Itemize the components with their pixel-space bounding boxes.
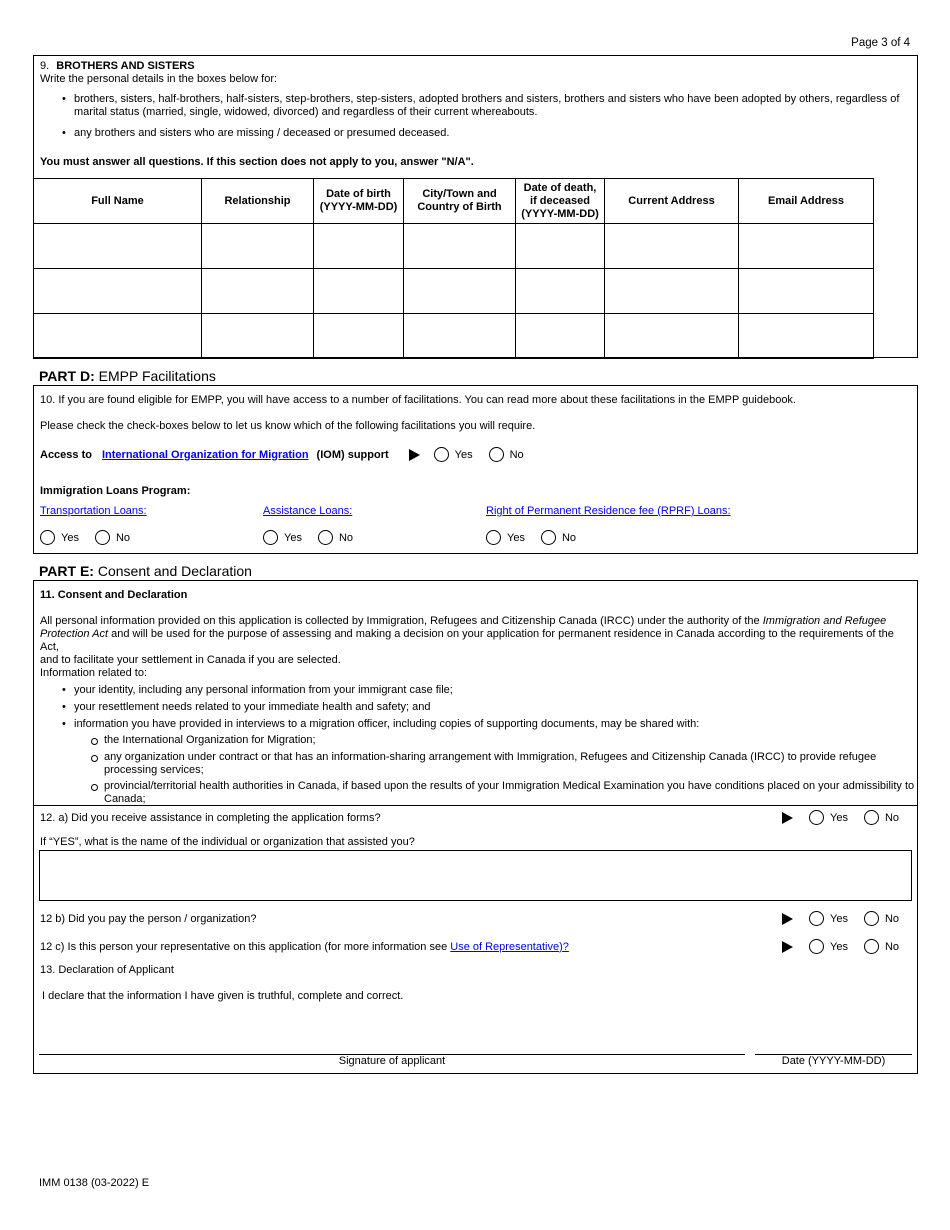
- table-row: [34, 224, 874, 269]
- info-related-label: Information related to:: [40, 667, 148, 679]
- loans-title: Immigration Loans Program:: [40, 485, 191, 497]
- dod-input[interactable]: [516, 314, 604, 358]
- birthplace-input[interactable]: [404, 269, 515, 313]
- email-input[interactable]: [739, 269, 873, 313]
- part-d-box: [33, 385, 918, 554]
- full-name-input[interactable]: [34, 224, 201, 268]
- column-header: Email Address: [739, 179, 874, 224]
- iom-link[interactable]: International Organization for Migration: [101, 448, 309, 461]
- q13-title: 13. Declaration of Applicant: [40, 964, 174, 976]
- column-header: Current Address: [605, 179, 739, 224]
- q12b-yes-option[interactable]: Yes: [809, 911, 848, 926]
- q12a-options: [782, 810, 899, 825]
- radio-button[interactable]: [809, 939, 824, 954]
- radio-button[interactable]: [541, 530, 556, 545]
- iom-yes-option[interactable]: Yes: [434, 447, 473, 462]
- consent-paragraph: All personal information provided on this application is collected by Immigration, Refugees and Citizenship Canada (IRCC) under the authority of the Immigration and Refugee Protection Act and will be used for the purpose of assessing and making a decision on your application for permanent residence in Canada according to the requirements of the Act, and to facilitate your settlement in Canada if you are selected.: [40, 615, 894, 666]
- radio-button[interactable]: [864, 939, 879, 954]
- arrow-right-icon: [409, 449, 420, 461]
- column-header: Date of death, if deceased (YYYY-MM-DD): [516, 179, 605, 224]
- arrow-right-icon: [782, 913, 793, 925]
- list-item: any organization under contract or that has an information-sharing arrangement with Immigration, Refugees and Citizenship Canada (IRCC) to provide refugee processing services;: [104, 751, 950, 777]
- full-name-input[interactable]: [34, 269, 201, 313]
- list-item: • your identity, including any personal information from your immigrant case file;: [74, 684, 946, 697]
- form-code: IMM 0138 (03-2022) E: [39, 1177, 150, 1189]
- section9-bullet-2: • any brothers and sisters who are missing / deceased or presumed deceased.: [74, 127, 934, 140]
- q12b-no-option[interactable]: No: [864, 911, 899, 926]
- column-header: City/Town and Country of Birth: [404, 179, 516, 224]
- page-number: Page 3 of 4: [851, 37, 910, 49]
- part-d-heading: PART D: EMPP Facilitations: [39, 368, 216, 384]
- q12a-text: 12. a) Did you receive assistance in completing the application forms?: [40, 812, 381, 824]
- assistance-yes-option[interactable]: Yes: [263, 530, 302, 545]
- relationship-input[interactable]: [202, 224, 313, 268]
- section9-title: BROTHERS AND SISTERS: [56, 60, 195, 72]
- address-input[interactable]: [605, 269, 738, 313]
- transportation-loans-link[interactable]: Transportation Loans:: [40, 505, 147, 517]
- q12c-no-option[interactable]: No: [864, 939, 899, 954]
- list-item: provincial/territorial health authorities in Canada, if based upon the results of your Immigration Medical Examination you have conditions placed on your admissibility to Canada;: [104, 780, 950, 806]
- radio-button[interactable]: [809, 810, 824, 825]
- dod-input[interactable]: [516, 224, 604, 268]
- relationship-input[interactable]: [202, 314, 313, 358]
- radio-button[interactable]: [486, 530, 501, 545]
- column-header: Date of birth (YYYY-MM-DD): [314, 179, 404, 224]
- full-name-input[interactable]: [34, 314, 201, 358]
- section9-intro: Write the personal details in the boxes below for:: [40, 73, 278, 85]
- list-item: • information you have provided in interviews to a migration officer, including copies of supporting documents, may be shared with:: [74, 718, 946, 731]
- arrow-right-icon: [782, 941, 793, 953]
- dob-input[interactable]: [314, 314, 403, 358]
- assistance-loans-options: [263, 530, 353, 545]
- q12b-text: 12 b) Did you pay the person / organization?: [40, 913, 257, 925]
- email-input[interactable]: [739, 224, 873, 268]
- info-sub-bullets: [40, 734, 950, 806]
- radio-button[interactable]: [809, 911, 824, 926]
- arrow-right-icon: [782, 812, 793, 824]
- q12a-no-option[interactable]: No: [864, 810, 899, 825]
- assistance-loans-link[interactable]: Assistance Loans:: [263, 505, 353, 517]
- radio-button[interactable]: [864, 810, 879, 825]
- dob-input[interactable]: [314, 224, 403, 268]
- iom-support-row: Access to International Organization for Migration (IOM) support Yes No: [40, 448, 524, 461]
- radio-button[interactable]: [318, 530, 333, 545]
- iom-no-option[interactable]: No: [489, 447, 524, 462]
- radio-button[interactable]: [40, 530, 55, 545]
- transportation-loans-options: [40, 530, 130, 545]
- rprf-loans-link[interactable]: Right of Permanent Residence fee (RPRF) Loans:: [486, 505, 731, 517]
- radio-button[interactable]: [434, 447, 449, 462]
- dob-input[interactable]: [314, 269, 403, 313]
- section9-instruction: You must answer all questions. If this section does not apply to you, answer "N/A".: [40, 156, 474, 168]
- use-of-representative-link[interactable]: Use of Representative: [450, 941, 560, 953]
- signature-label: Signature of applicant: [338, 1055, 446, 1067]
- q12a-followup: If “YES”, what is the name of the individual or organization that assisted you?: [40, 836, 415, 848]
- dod-input[interactable]: [516, 269, 604, 313]
- transport-no-option[interactable]: No: [95, 530, 130, 545]
- siblings-table-header: [34, 179, 874, 224]
- rprf-loans-options: [486, 530, 576, 545]
- radio-button[interactable]: [489, 447, 504, 462]
- address-input[interactable]: [605, 314, 738, 358]
- q12c-text: 12 c) Is this person your representative on this application (for more information see Use of Representative)?: [40, 941, 569, 953]
- radio-button[interactable]: [95, 530, 110, 545]
- divider: [34, 805, 917, 806]
- list-item: the International Organization for Migration;: [104, 734, 950, 747]
- part-e-box: [33, 580, 918, 1074]
- q10-text: 10. If you are found eligible for EMPP, you will have access to a number of facilitations. You can read more about these facilitations in the EMPP guidebook.: [40, 394, 796, 406]
- rprf-yes-option[interactable]: Yes: [486, 530, 525, 545]
- declaration-text: I declare that the information I have given is truthful, complete and correct.: [42, 990, 404, 1002]
- transport-yes-option[interactable]: Yes: [40, 530, 79, 545]
- part-e-heading: PART E: Consent and Declaration: [39, 563, 252, 579]
- radio-button[interactable]: [864, 911, 879, 926]
- birthplace-input[interactable]: [404, 224, 515, 268]
- section9-number: 9.: [40, 60, 50, 72]
- assistant-name-input[interactable]: [39, 850, 912, 901]
- q11-title: 11. Consent and Declaration: [40, 589, 188, 601]
- section-siblings: [33, 55, 918, 358]
- birthplace-input[interactable]: [404, 314, 515, 358]
- q12b-options: [782, 911, 899, 926]
- q12a-yes-option[interactable]: Yes: [809, 810, 848, 825]
- q10-check-instruction: Please check the check-boxes below to let us know which of the following facilitations you will require.: [40, 420, 536, 432]
- rprf-no-option[interactable]: No: [541, 530, 576, 545]
- section9-bullet-1: • brothers, sisters, half-brothers, half-sisters, step-brothers, step-sisters, adopted brothers and sisters, brothers and sisters who have been adopted by others, regardless of marital status (married, single, widowed, divorced) and regardless of their current whereabouts.: [74, 93, 934, 119]
- radio-button[interactable]: [263, 530, 278, 545]
- siblings-table: [33, 178, 874, 359]
- email-input[interactable]: [739, 314, 873, 358]
- relationship-input[interactable]: [202, 269, 313, 313]
- address-input[interactable]: [605, 224, 738, 268]
- table-row: [34, 269, 874, 314]
- info-bullets: [40, 684, 946, 731]
- table-row: [34, 314, 874, 359]
- list-item: • your resettlement needs related to your immediate health and safety; and: [74, 701, 946, 714]
- q12c-yes-option[interactable]: Yes: [809, 939, 848, 954]
- date-label: Date (YYYY-MM-DD): [781, 1055, 886, 1067]
- column-header: Full Name: [34, 179, 202, 224]
- assistance-no-option[interactable]: No: [318, 530, 353, 545]
- column-header: Relationship: [202, 179, 314, 224]
- q12c-options: [782, 939, 899, 954]
